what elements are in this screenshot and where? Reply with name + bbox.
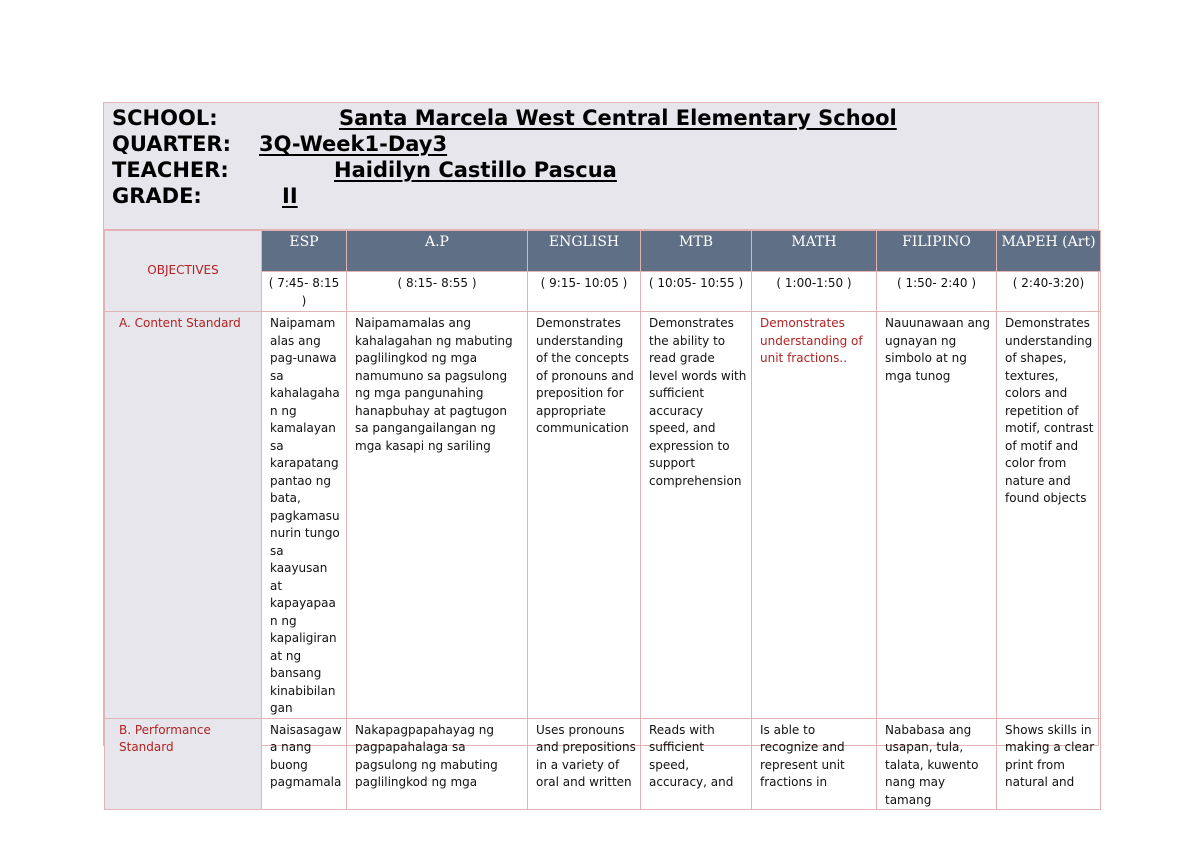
table-cell: Demonstrates the ability to read grade level words with sufficient accuracy speed, and expression to support comprehension — [641, 312, 752, 719]
table-cell: Nauunawaan ang ugnayan ng simbolo at ng mga tunog — [877, 312, 997, 719]
grade-value: II — [282, 184, 298, 208]
time-slot: ( 10:05- 10:55 ) — [641, 272, 752, 312]
quarter-value: 3Q-Week1-Day3 — [259, 132, 448, 156]
table-cell: Demonstrates understanding of the concepts of pronouns and preposition for appropriate communication — [528, 312, 641, 719]
objectives-label: OBJECTIVES — [105, 231, 262, 312]
quarter-row — [112, 131, 1098, 157]
subject-header: A.P — [347, 231, 528, 272]
time-slot: ( 9:15- 10:05 ) — [528, 272, 641, 312]
table-cell: Uses pronouns and prepositions in a variety of oral and written — [528, 718, 641, 810]
teacher-label: TEACHER: — [112, 158, 229, 182]
subject-header: FILIPINO — [877, 231, 997, 272]
teacher-row — [112, 157, 1098, 183]
table-cell: Nababasa ang usapan, tula, talata, kuwento nang may tamang — [877, 718, 997, 810]
table-cell: Naipamamalas ang pag-unawa sa kahalagahan ng kamalayan sa karapatang pantao ng bata, pagkamasunurin tungo sa kaayusan at kapayapaan ng kapaligiran at ng bansang kinabibilangan — [262, 312, 347, 719]
objectives-table — [104, 230, 1101, 810]
time-slot: ( 7:45- 8:15 ) — [262, 272, 347, 312]
subject-header: MAPEH (Art) — [997, 231, 1101, 272]
document-header — [104, 103, 1098, 230]
school-row — [112, 105, 1098, 131]
table-cell: Is able to recognize and represent unit fractions in — [752, 718, 877, 810]
table-cell: Naisasagawa nang buong pagmamala — [262, 718, 347, 810]
time-slot: ( 1:50- 2:40 ) — [877, 272, 997, 312]
table-cell: Nakapagpapahayag ng pagpapahalaga sa pagsulong ng mabuting paglilingkod ng mga — [347, 718, 528, 810]
table-cell: Shows skills in making a clear print from natural and — [997, 718, 1101, 810]
subject-header: ENGLISH — [528, 231, 641, 272]
performance-standard-row — [105, 718, 1101, 810]
subject-header: ESP — [262, 231, 347, 272]
table-cell: Naipamamalas ang kahalagahan ng mabuting paglilingkod ng mga namumuno sa pagsulong ng mga pangunahing hanapbuhay at pagtugon sa pangangailangan ng mga kasapi ng sariling — [347, 312, 528, 719]
grade-row — [112, 183, 1098, 209]
table-cell: Demonstrates understanding of unit fractions.. — [752, 312, 877, 719]
table-cell: Demonstrates understanding of shapes, textures, colors and repetition of motif, contrast of motif and color from nature and found objects — [997, 312, 1101, 719]
content-standard-label: A. Content Standard — [105, 312, 262, 719]
school-label: SCHOOL: — [112, 106, 218, 130]
subject-header: MTB — [641, 231, 752, 272]
time-slot: ( 8:15- 8:55 ) — [347, 272, 528, 312]
quarter-label: QUARTER: — [112, 132, 231, 156]
table-cell: Reads with sufficient speed, accuracy, and — [641, 718, 752, 810]
school-name: Santa Marcela West Central Elementary School — [339, 106, 897, 130]
time-slot: ( 2:40-3:20) — [997, 272, 1101, 312]
performance-standard-label: B. Performance Standard — [105, 718, 262, 810]
time-slot: ( 1:00-1:50 ) — [752, 272, 877, 312]
lesson-plan-document — [103, 102, 1099, 807]
content-standard-row — [105, 312, 1101, 719]
subject-header: MATH — [752, 231, 877, 272]
grade-label: GRADE: — [112, 184, 202, 208]
teacher-name: Haidilyn Castillo Pascua — [334, 158, 617, 182]
subject-header-row — [105, 231, 1101, 272]
